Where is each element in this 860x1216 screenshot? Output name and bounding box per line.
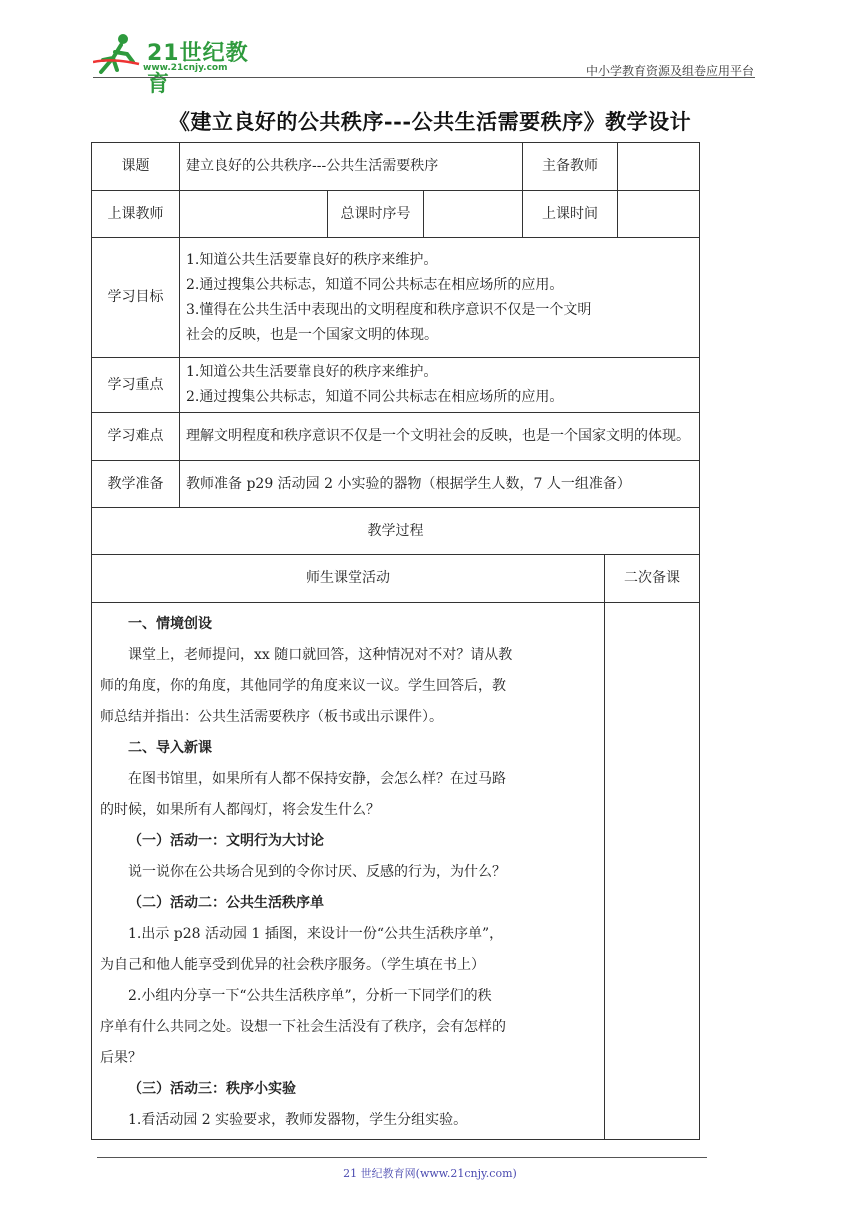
label-key-points: 学习重点	[92, 358, 180, 413]
process-content	[92, 603, 605, 1140]
paragraph-line: 2.小组内分享一下“公共生活秩序单”，分析一下同学们的秩	[128, 988, 492, 1004]
goal-item: 3.懂得在公共生活中表现出的文明程度和秩序意识不仅是一个文明	[186, 301, 592, 318]
paragraph-line: 课堂上，老师提问，xx 随口就回答，这种情况对不对？请从教	[128, 647, 513, 663]
key-point-item: 2.通过搜集公共标志，知道不同公共标志在相应场所的应用。	[186, 389, 564, 405]
paragraph-line: 的时候，如果所有人都闯灯，将会发生什么？	[100, 802, 380, 818]
table-row	[92, 461, 700, 508]
label-class-teacher: 上课教师	[92, 191, 180, 238]
section-heading: 二、导入新课	[128, 740, 212, 756]
difficulty-content: 理解文明程度和秩序意识不仅是一个文明社会的反映，也是一个国家文明的体现。	[180, 413, 700, 461]
key-points-content	[180, 358, 700, 413]
section-heading: 一、情境创设	[128, 616, 212, 632]
table-row	[92, 555, 700, 603]
label-lesson-number: 总课时序号	[328, 191, 424, 238]
second-prep-content	[605, 603, 700, 1140]
goal-item: 1.知道公共生活要靠良好的秩序来维护。	[186, 251, 438, 268]
table-row	[92, 358, 700, 413]
footer-divider	[97, 1157, 707, 1158]
label-topic: 课题	[92, 143, 180, 191]
paragraph-line: 1.出示 p28 活动园 1 插图，来设计一份“公共生活秩序单”，	[128, 926, 504, 942]
paragraph-line: 师的角度，你的角度，其他同学的角度来议一议。学生回答后，教	[100, 678, 506, 694]
lesson-number-value	[424, 191, 523, 238]
lesson-plan-table	[91, 142, 700, 1140]
goal-item: 社会的反映，也是一个国家文明的体现。	[186, 326, 438, 343]
header-divider	[93, 77, 755, 78]
key-point-item: 1.知道公共生活要靠良好的秩序来维护。	[186, 364, 438, 380]
label-difficulty: 学习难点	[92, 413, 180, 461]
page-header	[0, 0, 860, 97]
topic-value: 建立良好的公共秩序---公共生活需要秩序	[180, 143, 523, 191]
footer-text: 21 世纪教育网(www.21cnjy.com)	[343, 1167, 517, 1180]
column-activity-header: 师生课堂活动	[92, 555, 605, 603]
label-class-time: 上课时间	[523, 191, 618, 238]
process-heading: 教学过程	[92, 508, 700, 555]
table-row	[92, 508, 700, 555]
column-second-prep-header: 二次备课	[605, 555, 700, 603]
platform-name: 中小学教育资源及组卷应用平台	[585, 64, 754, 78]
activity-heading: （三）活动三：秩序小实验	[128, 1081, 296, 1097]
preparation-content: 教师准备 p29 活动园 2 小实验的器物（根据学生人数，7 人一组准备）	[180, 461, 700, 508]
paragraph-line: 在图书馆里，如果所有人都不保持安静，会怎么样？在过马路	[128, 771, 506, 787]
label-preparation: 教学准备	[92, 461, 180, 508]
class-teacher-value	[180, 191, 328, 238]
paragraph-line: 1.看活动园 2 实验要求，教师发器物，学生分组实验。	[128, 1112, 468, 1128]
table-row	[92, 413, 700, 461]
paragraph-line: 序单有什么共同之处。设想一下社会生活没有了秩序，会有怎样的	[100, 1019, 506, 1035]
label-lead-teacher: 主备教师	[523, 143, 618, 191]
table-row	[92, 238, 700, 358]
goals-content	[180, 238, 700, 358]
paragraph-line: 为自己和他人能享受到优异的社会秩序服务。（学生填在书上）	[100, 957, 485, 973]
document-title: 《建立良好的公共秩序---公共生活需要秩序》教学设计	[168, 109, 692, 134]
paragraph-line: 后果？	[100, 1050, 142, 1066]
logo-brand: 21世纪教育	[147, 41, 249, 97]
runner-logo-icon	[93, 32, 145, 74]
paragraph-line: 说一说你在公共场合见到的令你讨厌、反感的行为，为什么？	[128, 864, 506, 880]
activity-heading: （二）活动二：公共生活秩序单	[128, 895, 324, 911]
table-row	[92, 191, 700, 238]
label-goals: 学习目标	[92, 238, 180, 358]
table-row	[92, 143, 700, 191]
activity-heading: （一）活动一：文明行为大讨论	[128, 833, 324, 849]
class-time-value	[618, 191, 700, 238]
paragraph-line: 师总结并指出：公共生活需要秩序（板书或出示课件）。	[100, 709, 443, 725]
goal-item: 2.通过搜集公共标志，知道不同公共标志在相应场所的应用。	[186, 276, 564, 293]
lead-teacher-value	[618, 143, 700, 191]
logo-url: www.21cnjy.com	[143, 63, 228, 73]
logo	[93, 32, 263, 97]
table-row	[92, 603, 700, 1140]
